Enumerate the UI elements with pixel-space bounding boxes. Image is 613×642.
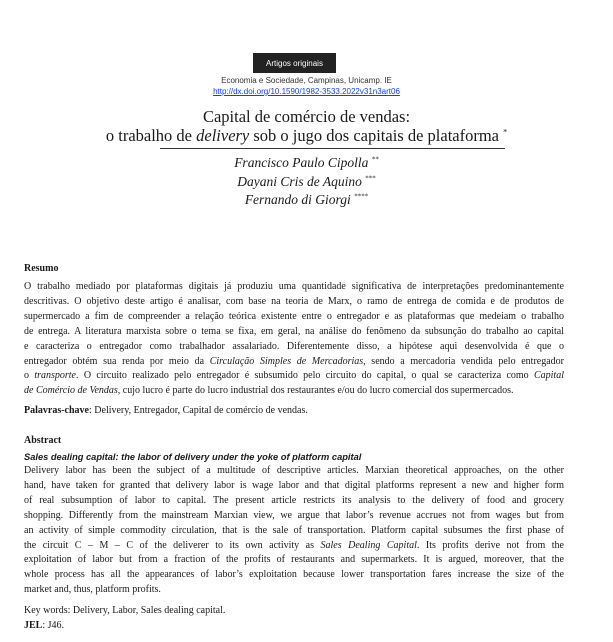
keywords-value: : Delivery, Entregador, Capital de comércio de vendas. <box>89 405 308 416</box>
doi-link[interactable]: http://dx.doi.org/10.1590/1982-3533.2022v31n3art06 <box>213 87 400 96</box>
author-name: Fernando di Giorgi <box>244 192 351 207</box>
text-line: shopping. Differently from the mainstream Marxian view, we argue that labor’s revenue accrues not from wages but from <box>24 509 564 521</box>
author-footnote-mark[interactable]: **** <box>354 192 369 201</box>
text-line: of real subsumption of labor to capital. The present article restricts its analysis to the delivery of food and grocery <box>24 494 564 506</box>
text-line: exploitation of labor but from a fraction of the profits of restaurants and supermarkets. It is argued, moreover, that the <box>24 554 564 566</box>
text-line: de Comércio de Vendas, cujo lucro é parte do lucro industrial dos restaurantes e/ou do lucro comercial dos supermercados. <box>24 385 514 397</box>
text-line: whole process has all the appearances of labor’s exploitation because lower transportation fares increase the size of the <box>24 569 564 581</box>
title-divider <box>160 148 505 149</box>
text-line: the circuit C – M – C of the deliverer to its own activity as Sales Dealing Capital. Its profits derive not from the <box>24 539 564 551</box>
title-footnote-mark[interactable]: * <box>503 127 508 137</box>
text-line: entregador obtém sua renda por meio da Circulação Simples de Mercadorias, sendo a mercadoria vendida pelo entregador <box>24 355 564 367</box>
article-title-line2 <box>0 126 613 146</box>
author-name: Francisco Paulo Cipolla <box>234 155 369 170</box>
author-footnote-mark[interactable]: *** <box>365 174 376 183</box>
abstract-title: Sales dealing capital: the labor of delivery under the yoke of platform capital <box>24 452 362 462</box>
jel-codes <box>24 619 564 634</box>
keywords-label: Palavras-chave <box>24 405 89 416</box>
author-3 <box>0 192 613 208</box>
resumo-body <box>24 280 564 399</box>
abstract-body <box>24 464 564 598</box>
text-line: Delivery labor has been the subject of a multitude of descriptive articles. Marxian theoretical approaches, on the other <box>24 465 564 476</box>
author-2 <box>0 174 613 190</box>
text-line: hand, have taken for granted that delivery labor is wage labor and that digital platforms represent a new and higher form <box>24 479 564 491</box>
text-line: market and, thus, platform profits. <box>24 584 161 596</box>
title-emphasis: delivery <box>196 126 250 145</box>
resumo-heading: Resumo <box>24 263 59 274</box>
text-line: supermercado a fim de compreender a relação teórica existente entre o entregador e as plataformas que medeiam o trabalho <box>24 310 564 322</box>
text-line: o transporte. O circuito realizado pelo entregador é subsumido pelo circuito do capital, o qual se caracteriza como Capital <box>24 370 564 382</box>
text-line: descritivas. O objetivo deste artigo é analisar, com base na teoria de Marx, o ramo de entrega de comida e de produtos de <box>24 295 564 307</box>
abstract-heading: Abstract <box>24 435 62 446</box>
jel-label: JEL <box>24 620 43 631</box>
text-line: O trabalho mediado por plataformas digitais já produziu uma quantidade significativa de interpretações predominantemente <box>24 281 564 292</box>
author-1 <box>0 155 613 171</box>
author-name: Dayani Cris de Aquino <box>237 174 362 189</box>
palavras-chave <box>24 404 564 419</box>
title-text-post: sob o jugo dos capitais de plataforma <box>249 126 499 145</box>
text-line: de entrega. A literatura marxista sobre o tema se fixa, em geral, na análise do fenômeno da subsunção do trabalho ao capital <box>24 325 564 337</box>
journal-line: Economia e Sociedade, Campinas, Unicamp. IE <box>221 76 392 85</box>
section-badge: Artigos originais <box>253 53 336 73</box>
author-footnote-mark[interactable]: ** <box>371 155 379 164</box>
text-line: e caracteriza o entregador como trabalhador assalariado. Diferentemente disso, a hipótese aqui desenvolvida é que o <box>24 340 564 352</box>
jel-value: : J46. <box>42 620 65 631</box>
text-line: an activity of simple commodity circulation, that is the sale of transportation. Platform capital subsumes the first phase of <box>24 524 564 536</box>
abstract-keywords: Key words: Delivery, Labor, Sales dealing capital. <box>24 605 226 616</box>
title-text: o trabalho de <box>105 126 197 145</box>
article-title-line1: Capital de comércio de vendas: <box>202 107 411 126</box>
